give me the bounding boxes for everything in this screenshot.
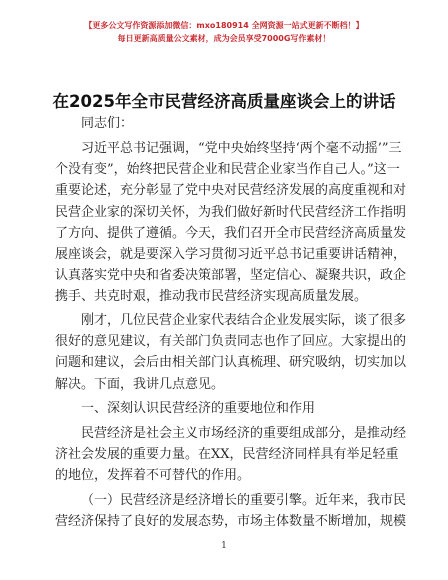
paragraph-line: 习近平总书记强调，“党中央始终坚持‘两个毫不动摇’”三 [81,141,402,156]
section-heading: 一、深刻认识民营经济的重要地位和作用 [81,401,316,416]
paragraph-line: 解决。下面，我讲几点意见。 [55,377,225,392]
paragraph-line: 了方向、提供了遵循。今天，我们召开全市民营经济高质量发 [55,226,407,241]
paragraph-line: 的地位，发挥着不可替代的作用。 [55,468,251,483]
paragraph-line: 很好的意见建议，有关部门负责同志也作了回应。大家提出的 [55,334,407,349]
paragraph-line: （一）民营经济是经济增长的重要引擎。近年来，我市民 [81,493,407,508]
paragraph-line: 民营经济是社会主义市场经济的重要组成部分，是推动经 [81,426,407,441]
paragraph-line: 济社会发展的重要力量。在XX，民营经济同样具有举足轻重 [55,447,399,462]
paragraph-line: 问题和建议，会后由相关部门认真梳理、研究吸纳，切实加以 [55,355,407,370]
document-title: 在2025年全市民营经济高质量座谈会上的讲话 [52,92,396,111]
paragraph-line: 展座谈会，就是要深入学习贯彻习近平总书记重要讲话精神， [55,247,407,262]
promo-banner-line-2: 每日更新高质量公文素材，成为会员享受7000G写作素材！ [117,34,331,43]
paragraph-line: 认真落实党中央和省委决策部署，坚定信心、凝聚共识，政企 [55,268,407,283]
salutation: 同志们： [81,116,134,131]
paragraph-line: 刚才，几位民营企业家代表结合企业发展实际，谈了很多 [81,313,407,328]
promo-banner-line-1: 【更多公文写作资源添加微信：mxo180914 全网资源一站式更新不断档！】 [84,21,364,30]
paragraph-line: 营经济保持了良好的发展态势，市场主体数量不断增加，规模 [55,514,407,529]
paragraph-line: 携手、共克时艰，推动我市民营经济实现高质量发展。 [55,289,368,304]
paragraph-line: 民营企业家的深切关怀，为我们做好新时代民营经济工作指明 [55,205,407,220]
paragraph-line: 个没有变”，始终把民营企业和民营企业家当作自己人。”这一 [55,162,400,177]
page-number: 1 [221,541,227,551]
paragraph-line: 重要论述，充分彰显了党中央对民营经济发展的高度重视和对 [55,183,407,198]
